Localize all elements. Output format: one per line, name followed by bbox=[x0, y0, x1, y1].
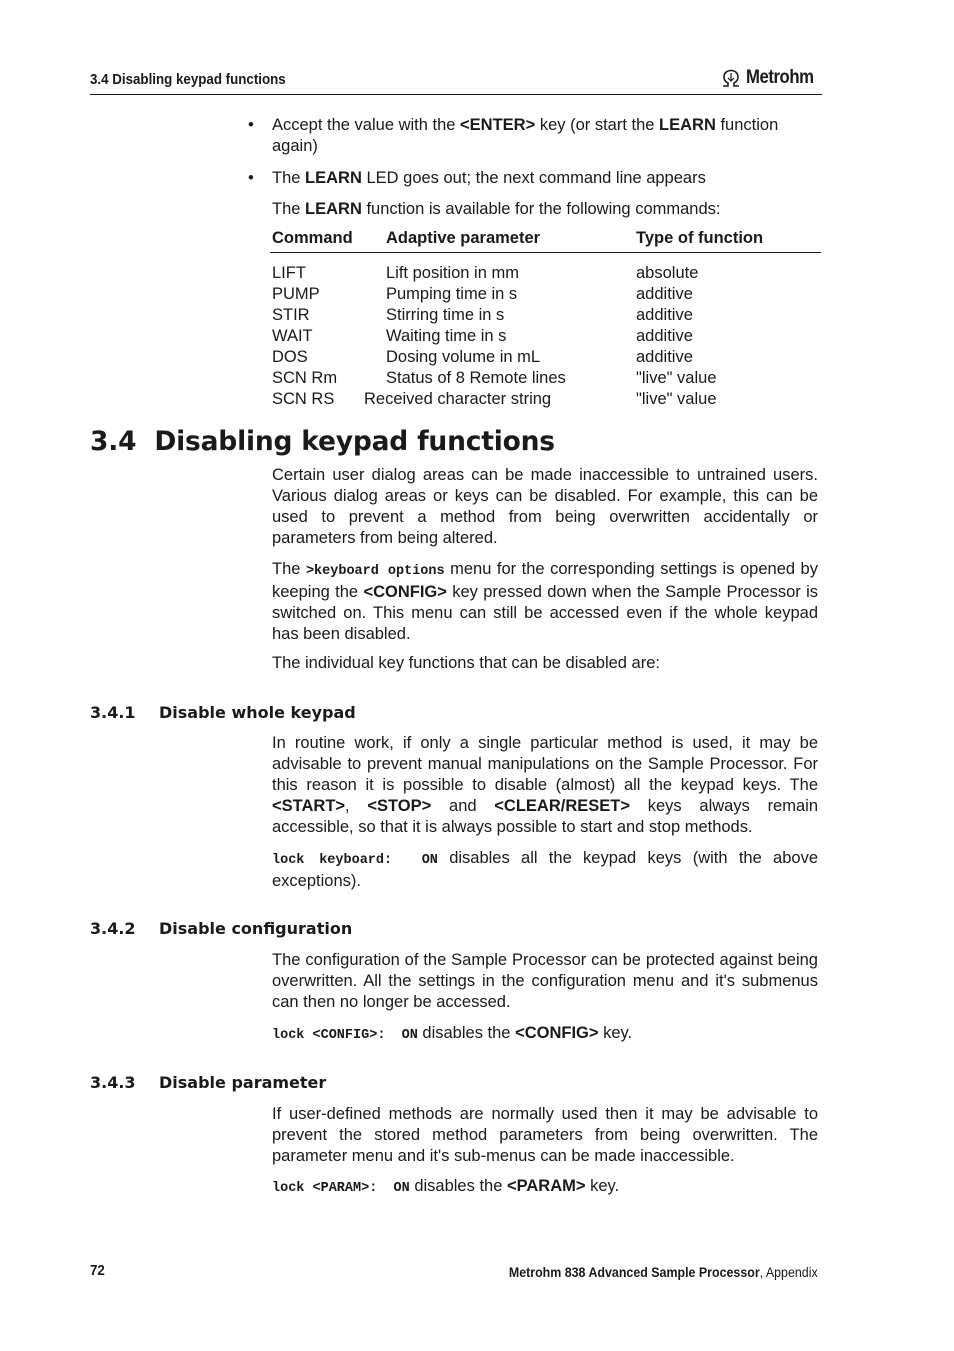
subsection-heading: 3.4.3 Disable parameter bbox=[90, 1073, 327, 1092]
table-cell: absolute bbox=[636, 264, 699, 282]
table-cell: additive bbox=[636, 327, 693, 345]
metrohm-omega-icon bbox=[720, 68, 742, 88]
bullet-dot: • bbox=[248, 169, 254, 187]
section-paragraph: The >keyboard options menu for the corresponding settings is opened by keeping the <CONFIG> key pressed down when the Sample Processor is switched on. This menu can still be accessed even if the whole keypad has been disabled. bbox=[272, 560, 819, 643]
subsection-code-line: lock <PARAM>: ON disables the <PARAM> key. bbox=[272, 1177, 620, 1196]
subsection-text: If user-defined methods are normally used then it may be advisable to prevent the stored method parameters from being overwritten. The parameter menu and it's sub-menus can be made inaccessible. bbox=[272, 1105, 818, 1165]
bullet-item: Accept the value with the <ENTER> key (or start the LEARN function again) bbox=[272, 116, 779, 155]
metrohm-logo bbox=[720, 66, 823, 90]
table-cell: additive bbox=[636, 348, 693, 366]
table-cell: "live" value bbox=[636, 390, 717, 408]
table-cell: additive bbox=[636, 306, 693, 324]
learn-intro: The LEARN function is available for the following commands: bbox=[272, 200, 721, 218]
section-paragraph: The individual key functions that can be disabled are: bbox=[272, 654, 660, 672]
table-cell: Lift position in mm bbox=[386, 264, 519, 282]
table-cell: PUMP bbox=[272, 285, 320, 303]
table-cell: STIR bbox=[272, 306, 310, 324]
logo-text: Metrohm bbox=[746, 67, 814, 88]
table-cell: Dosing volume in mL bbox=[386, 348, 541, 366]
table-cell: DOS bbox=[272, 348, 308, 366]
section-heading: 3.4 Disabling keypad functions bbox=[90, 426, 555, 457]
header-rule bbox=[90, 94, 822, 95]
bullet-dot: • bbox=[248, 116, 254, 134]
page-number: 72 bbox=[90, 1263, 105, 1279]
table-header-command: Command bbox=[272, 229, 353, 247]
table-cell: Pumping time in s bbox=[386, 285, 518, 303]
table-cell: Stirring time in s bbox=[386, 306, 505, 324]
subsection-text: In routine work, if only a single particular method is used, it may be advisable to prevent manual manipulations on the Sample Processor. For this reason it is possible to disable (almost) all the keypad keys. The <START>, <STOP> and <CLEAR/RESET> keys always remain accessible, so that it is always possible to start and stop methods. bbox=[272, 734, 819, 836]
table-cell: Waiting time in s bbox=[386, 327, 507, 345]
subsection-code-line: lock keyboard: ON disables all the keypad keys (with the above exceptions). bbox=[272, 849, 818, 890]
table-cell: SCN RS bbox=[272, 390, 335, 408]
subsection-heading: 3.4.1 Disable whole keypad bbox=[90, 703, 356, 722]
bullet-item: The LEARN LED goes out; the next command line appears bbox=[272, 169, 706, 187]
subsection-code-line: lock <CONFIG>: ON disables the <CONFIG> key. bbox=[272, 1024, 633, 1043]
table-cell: Received character string bbox=[364, 390, 552, 408]
subsection-text: The configuration of the Sample Processor can be protected against being overwritten. All the settings in the configuration menu and it's submenus can then no longer be accessed. bbox=[272, 951, 818, 1011]
table-rule bbox=[270, 252, 821, 253]
table-cell: LIFT bbox=[272, 264, 306, 282]
table-cell: WAIT bbox=[272, 327, 313, 345]
footer-title: Metrohm 838 Advanced Sample Processor, Appendix bbox=[509, 1265, 818, 1280]
table-header-type: Type of function bbox=[636, 229, 764, 247]
table-cell: "live" value bbox=[636, 369, 717, 387]
table-header-parameter: Adaptive parameter bbox=[386, 229, 541, 247]
subsection-heading: 3.4.2 Disable configuration bbox=[90, 919, 353, 938]
running-header: 3.4 Disabling keypad functions bbox=[90, 72, 286, 88]
section-intro: Certain user dialog areas can be made inaccessible to untrained users. Various dialog areas or keys can be disabled. For example, this can be used to prevent a method from being overwritten accidentally or parameters from being altered. bbox=[272, 466, 818, 547]
table-cell: Status of 8 Remote lines bbox=[386, 369, 566, 387]
table-cell: SCN Rm bbox=[272, 369, 338, 387]
table-cell: additive bbox=[636, 285, 693, 303]
